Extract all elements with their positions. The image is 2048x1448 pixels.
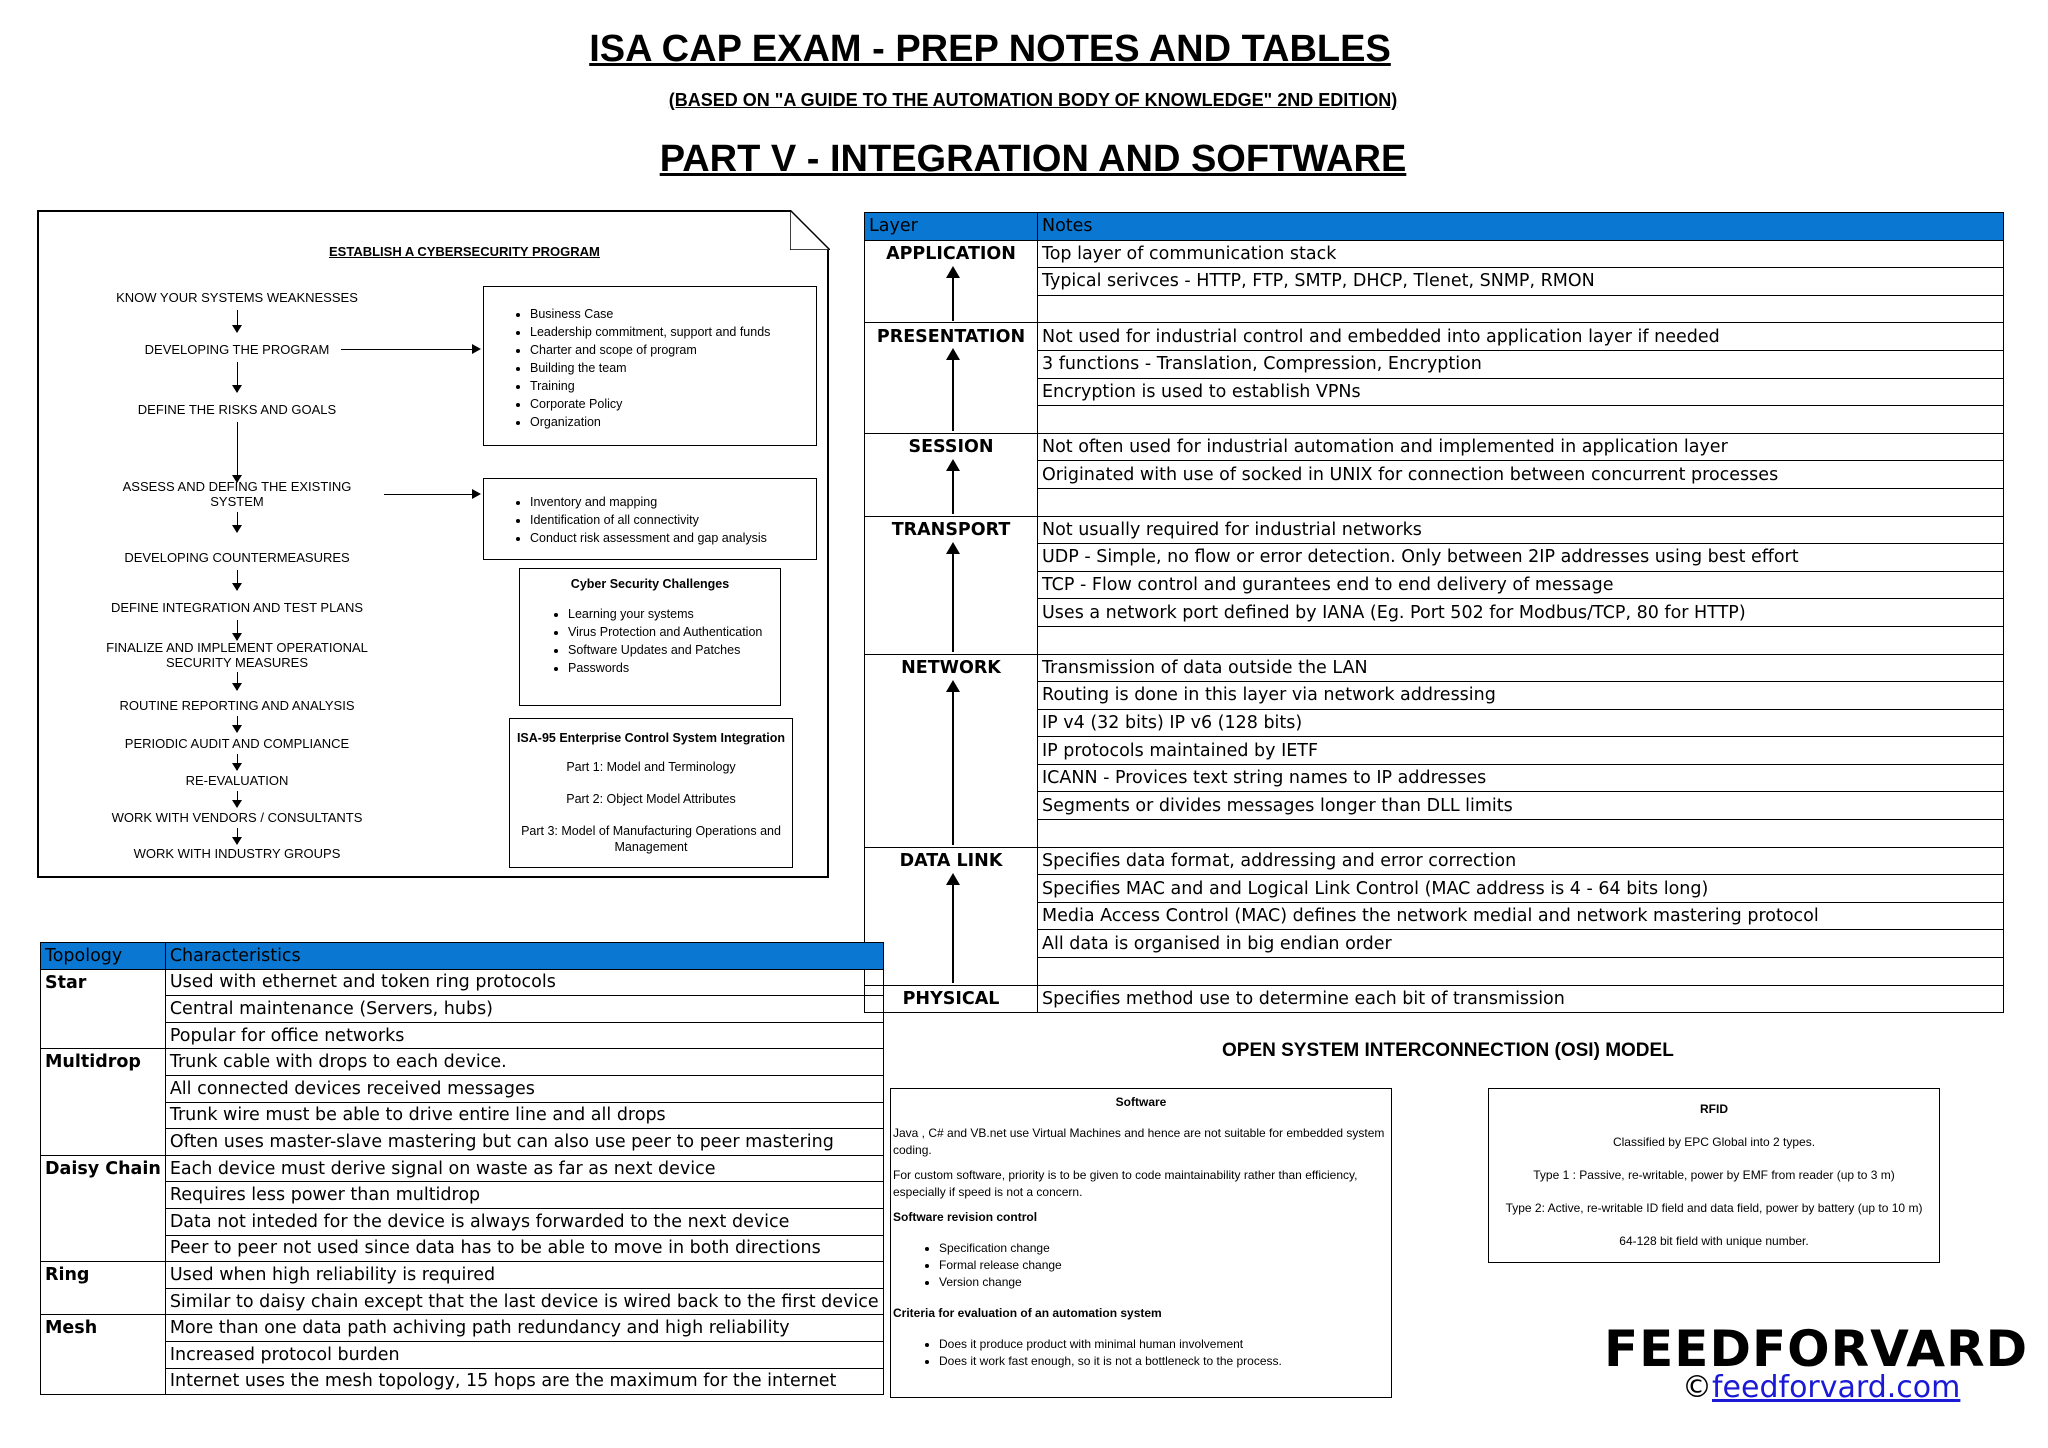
osi-note: IP v4 (32 bits) IP v6 (128 bits): [1038, 709, 2004, 737]
osi-row: [865, 737, 2004, 765]
osi-layer-cell: [865, 626, 1038, 654]
osi-row: [865, 847, 2004, 875]
osi-row: [865, 654, 2004, 682]
topology-row: [41, 1182, 884, 1209]
software-paragraph-2: For custom software, priority is to be given to code maintainability rather than efficiency, especially if speed is not a concern.: [893, 1168, 1358, 1199]
flow-arrow: [237, 828, 238, 844]
brand-link[interactable]: feedforvard.com: [1712, 1370, 1961, 1405]
osi-note: 3 functions - Translation, Compression, Encryption: [1038, 350, 2004, 378]
osi-layer-cell: [865, 764, 1038, 792]
osi-up-arrow: [952, 469, 954, 514]
osi-note: Specifies MAC and and Logical Link Control (MAC address is 4 - 64 bits long): [1038, 875, 2004, 903]
osi-layer-name: SESSION: [865, 433, 1038, 461]
flow-arrow-right: [384, 494, 479, 495]
osi-note: Typical serivces - HTTP, FTP, SMTP, DHCP, Tlenet, SNMP, RMON: [1038, 268, 2004, 296]
criteria-title: Criteria for evaluation of an automation system: [893, 1306, 1162, 1320]
osi-row: [865, 599, 2004, 627]
topology-characteristic: Requires less power than multidrop: [165, 1182, 883, 1209]
topology-name-cell: [41, 1368, 166, 1395]
step-1: KNOW YOUR SYSTEMS WEAKNESSES: [116, 290, 358, 305]
step-5: DEVELOPING COUNTERMEASURES: [124, 550, 350, 565]
flow-arrow: [237, 620, 238, 640]
osi-row: [865, 626, 2004, 654]
topology-header-row: [41, 943, 884, 970]
osi-note: ICANN - Provices text string names to IP addresses: [1038, 764, 2004, 792]
revision-item: • Specification change: [939, 1240, 1391, 1257]
osi-row: [865, 350, 2004, 378]
topology-characteristic: Used when high reliability is required: [165, 1262, 883, 1289]
osi-layer-name: APPLICATION: [865, 240, 1038, 268]
step-6: DEFINE INTEGRATION AND TEST PLANS: [110, 600, 364, 615]
program-item: • Training: [530, 377, 816, 395]
topology-name-cell: [41, 996, 166, 1023]
osi-note: TCP - Flow control and gurantees end to end delivery of message: [1038, 571, 2004, 599]
step-7: FINALIZE AND IMPLEMENT OPERATIONAL SECURITY MEASURES: [106, 640, 368, 670]
osi-note: [1038, 295, 2004, 323]
osi-row: [865, 985, 2004, 1013]
topology-characteristic: Often uses master-slave mastering but can also use peer to peer mastering: [165, 1129, 883, 1156]
topology-characteristic: Trunk wire must be able to drive entire line and all drops: [165, 1102, 883, 1129]
rfid-line-1: Classified by EPC Global into 2 types.: [1612, 1135, 1816, 1149]
osi-row: [865, 958, 2004, 986]
flow-arrow: [237, 716, 238, 732]
topology-name-cell: [41, 1102, 166, 1129]
flow-arrow-right: [341, 349, 479, 350]
isa95-part-3: Part 3: Model of Manufacturing Operations and Management: [521, 824, 781, 854]
osi-row: [865, 682, 2004, 710]
osi-row: [865, 433, 2004, 461]
flow-arrow: [237, 570, 238, 590]
osi-note: Top layer of communication stack: [1038, 240, 2004, 268]
topology-header-characteristics: Characteristics: [165, 943, 883, 970]
topology-row: [41, 1075, 884, 1102]
flow-arrow: [237, 791, 238, 807]
step-11: WORK WITH VENDORS / CONSULTANTS: [111, 810, 363, 825]
challenges-list: [520, 605, 780, 677]
osi-table: [864, 212, 2004, 1013]
osi-row: [865, 295, 2004, 323]
brand-url-line: [1682, 1370, 1960, 1405]
osi-row: [865, 406, 2004, 434]
program-item: • Leadership commitment, support and funds: [530, 323, 816, 341]
rfid-title: RFID: [1700, 1102, 1728, 1116]
osi-note: [1038, 406, 2004, 434]
topology-characteristic: Central maintenance (Servers, hubs): [165, 996, 883, 1023]
topology-characteristic: Internet uses the mesh topology, 15 hops are the maximum for the internet: [165, 1368, 883, 1395]
topology-name: Ring: [41, 1262, 166, 1289]
part-title: PART V - INTEGRATION AND SOFTWARE: [659, 138, 1407, 180]
software-box: [890, 1088, 1392, 1398]
topology-name-cell: [41, 1341, 166, 1368]
cybersecurity-title: ESTABLISH A CYBERSECURITY PROGRAM: [329, 244, 600, 259]
topology-name: Multidrop: [41, 1049, 166, 1076]
osi-layer-cell: [865, 930, 1038, 958]
step-2: DEVELOPING THE PROGRAM: [144, 342, 330, 357]
osi-note: Transmission of data outside the LAN: [1038, 654, 2004, 682]
osi-layer-cell: [865, 295, 1038, 323]
flow-arrow: [237, 422, 238, 482]
topology-row: [41, 1102, 884, 1129]
topology-name-cell: [41, 1288, 166, 1315]
rfid-line-2: Type 1 : Passive, re-writable, power by EMF from reader (up to 3 m): [1533, 1168, 1895, 1182]
osi-layer-cell: [865, 902, 1038, 930]
step-4: ASSESS AND DEFING THE EXISTING SYSTEM: [122, 479, 352, 509]
cybersecurity-program-panel: [37, 210, 829, 878]
osi-row: [865, 709, 2004, 737]
topology-row: [41, 1368, 884, 1395]
osi-layer-cell: [865, 958, 1038, 986]
osi-row: [865, 764, 2004, 792]
osi-note: Segments or divides messages longer than DLL limits: [1038, 792, 2004, 820]
challenge-item: • Learning your systems: [568, 605, 780, 623]
rfid-line-4: 64-128 bit field with unique number.: [1619, 1234, 1809, 1248]
osi-note: Not usually required for industrial networks: [1038, 516, 2004, 544]
revision-item: • Version change: [939, 1274, 1391, 1291]
osi-note: UDP - Simple, no flow or error detection. Only between 2IP addresses using best effort: [1038, 544, 2004, 572]
osi-row: [865, 461, 2004, 489]
osi-up-arrow: [952, 358, 954, 431]
flow-arrow: [237, 754, 238, 770]
osi-header-layer: Layer: [865, 213, 1038, 241]
rfid-line-3: Type 2: Active, re-writable ID field and data field, power by battery (up to 10 m): [1505, 1201, 1923, 1215]
program-item: • Charter and scope of program: [530, 341, 816, 359]
osi-layer-cell: [865, 709, 1038, 737]
topology-name: Mesh: [41, 1315, 166, 1342]
topology-name-cell: [41, 1235, 166, 1262]
step-3: DEFINE THE RISKS AND GOALS: [137, 402, 337, 417]
software-paragraph-1: Java , C# and VB.net use Virtual Machines and hence are not suitable for embedded system coding.: [893, 1126, 1385, 1157]
osi-row: [865, 820, 2004, 848]
program-details-box: [483, 286, 817, 446]
osi-row: [865, 488, 2004, 516]
osi-caption: OPEN SYSTEM INTERCONNECTION (OSI) MODEL: [1222, 1040, 1674, 1061]
topology-characteristic: Peer to peer not used since data has to be able to move in both directions: [165, 1235, 883, 1262]
step-9: PERIODIC AUDIT AND COMPLIANCE: [124, 736, 350, 751]
topology-characteristic: All connected devices received messages: [165, 1075, 883, 1102]
topology-characteristic: Similar to daisy chain except that the last device is wired back to the first device: [165, 1288, 883, 1315]
isa95-part-1: Part 1: Model and Terminology: [566, 760, 736, 774]
topology-characteristic: Used with ethernet and token ring protocols: [165, 969, 883, 996]
isa95-title: ISA-95 Enterprise Control System Integration: [516, 731, 786, 745]
topology-name: Star: [41, 969, 166, 996]
topology-row: [41, 969, 884, 996]
topology-header-topology: Topology: [41, 943, 166, 970]
revision-control-list: [891, 1240, 1391, 1291]
topology-row: [41, 1262, 884, 1289]
topology-characteristic: Trunk cable with drops to each device.: [165, 1049, 883, 1076]
topology-row: [41, 1315, 884, 1342]
osi-note: Originated with use of socked in UNIX for connection between concurrent processes: [1038, 461, 2004, 489]
osi-note: Specifies method use to determine each bit of transmission: [1038, 985, 2004, 1013]
flow-arrow: [237, 512, 238, 532]
topology-row: [41, 1129, 884, 1156]
topology-name-cell: [41, 1129, 166, 1156]
osi-up-arrow: [952, 276, 954, 321]
osi-note: Routing is done in this layer via network addressing: [1038, 682, 2004, 710]
assess-item: • Inventory and mapping: [530, 493, 816, 511]
osi-note: [1038, 820, 2004, 848]
criteria-item: • Does it produce product with minimal human involvement: [939, 1336, 1391, 1353]
topology-row: [41, 1155, 884, 1182]
osi-note: All data is organised in big endian order: [1038, 930, 2004, 958]
osi-row: [865, 571, 2004, 599]
osi-row: [865, 516, 2004, 544]
osi-row: [865, 930, 2004, 958]
osi-note: Not often used for industrial automation and implemented in application layer: [1038, 433, 2004, 461]
topology-name-cell: [41, 1208, 166, 1235]
software-title: Software: [1115, 1095, 1167, 1109]
topology-characteristic: Popular for office networks: [165, 1022, 883, 1049]
criteria-list: [891, 1336, 1391, 1370]
page-fold-icon: [790, 210, 830, 250]
osi-note: Uses a network port defined by IANA (Eg. Port 502 for Modbus/TCP, 80 for HTTP): [1038, 599, 2004, 627]
topology-row: [41, 1022, 884, 1049]
osi-note: Not used for industrial control and embedded into application layer if needed: [1038, 323, 2004, 351]
osi-up-arrow: [952, 883, 954, 983]
topology-row: [41, 996, 884, 1023]
step-12: WORK WITH INDUSTRY GROUPS: [133, 846, 341, 861]
assess-item: • Identification of all connectivity: [530, 511, 816, 529]
osi-row: [865, 268, 2004, 296]
cyber-challenges-box: [519, 568, 781, 706]
topology-characteristic: Increased protocol burden: [165, 1341, 883, 1368]
program-item: • Building the team: [530, 359, 816, 377]
osi-row: [865, 323, 2004, 351]
osi-row: [865, 792, 2004, 820]
osi-header-row: [865, 213, 2004, 241]
topology-row: [41, 1341, 884, 1368]
osi-row: [865, 240, 2004, 268]
topology-table: [40, 942, 884, 1395]
osi-layer-cell: [865, 737, 1038, 765]
osi-note: [1038, 958, 2004, 986]
osi-up-arrow: [952, 690, 954, 846]
challenge-item: • Software Updates and Patches: [568, 641, 780, 659]
osi-layer-cell: [865, 378, 1038, 406]
osi-row: [865, 875, 2004, 903]
osi-layer-name: TRANSPORT: [865, 516, 1038, 544]
osi-layer-cell: [865, 571, 1038, 599]
osi-row: [865, 378, 2004, 406]
topology-name: Daisy Chain: [41, 1155, 166, 1182]
challenge-item: • Virus Protection and Authentication: [568, 623, 780, 641]
osi-note: Media Access Control (MAC) defines the network medial and network mastering protocol: [1038, 902, 2004, 930]
brand-logo: FEEDFORVARD: [1604, 1320, 2029, 1378]
flow-arrow: [237, 310, 238, 332]
revision-control-title: Software revision control: [893, 1210, 1038, 1224]
flow-arrow: [237, 672, 238, 690]
page-title: ISA CAP EXAM - PREP NOTES AND TABLES: [589, 28, 1391, 70]
osi-row: [865, 902, 2004, 930]
step-8: ROUTINE REPORTING AND ANALYSIS: [119, 698, 355, 713]
osi-note: IP protocols maintained by IETF: [1038, 737, 2004, 765]
criteria-item: • Does it work fast enough, so it is not a bottleneck to the process.: [939, 1353, 1391, 1370]
osi-up-arrow: [952, 552, 954, 652]
page-subtitle: (BASED ON "A GUIDE TO THE AUTOMATION BODY OF KNOWLEDGE" 2ND EDITION): [668, 90, 1398, 110]
copyright-icon: ©: [1682, 1370, 1712, 1405]
program-item: • Business Case: [530, 305, 816, 323]
step-10: RE-EVALUATION: [185, 773, 289, 788]
topology-name-cell: [41, 1022, 166, 1049]
osi-layer-name: PHYSICAL: [865, 985, 1038, 1013]
osi-note: Encryption is used to establish VPNs: [1038, 378, 2004, 406]
program-items-list: [484, 305, 816, 431]
flow-arrow: [237, 362, 238, 392]
osi-layer-name: NETWORK: [865, 654, 1038, 682]
osi-note: [1038, 488, 2004, 516]
topology-characteristic: Each device must derive signal on waste as far as next device: [165, 1155, 883, 1182]
osi-layer-name: PRESENTATION: [865, 323, 1038, 351]
assess-item: • Conduct risk assessment and gap analysis: [530, 529, 816, 547]
assess-details-box: [483, 478, 817, 560]
program-item: • Organization: [530, 413, 816, 431]
osi-note: Specifies data format, addressing and error correction: [1038, 847, 2004, 875]
topology-characteristic: More than one data path achiving path redundancy and high reliability: [165, 1315, 883, 1342]
revision-item: • Formal release change: [939, 1257, 1391, 1274]
topology-name-cell: [41, 1075, 166, 1102]
osi-layer-cell: [865, 792, 1038, 820]
program-item: • Corporate Policy: [530, 395, 816, 413]
isa95-box: [509, 718, 793, 868]
topology-row: [41, 1049, 884, 1076]
osi-layer-name: DATA LINK: [865, 847, 1038, 875]
topology-name-cell: [41, 1182, 166, 1209]
topology-row: [41, 1208, 884, 1235]
osi-layer-cell: [865, 406, 1038, 434]
assess-items-list: [484, 493, 816, 547]
osi-header-notes: Notes: [1038, 213, 2004, 241]
osi-layer-cell: [865, 820, 1038, 848]
cyber-challenges-title: Cyber Security Challenges: [570, 577, 730, 591]
topology-row: [41, 1235, 884, 1262]
osi-layer-cell: [865, 488, 1038, 516]
osi-note: [1038, 626, 2004, 654]
osi-row: [865, 544, 2004, 572]
challenge-item: • Passwords: [568, 659, 780, 677]
osi-layer-cell: [865, 599, 1038, 627]
rfid-box: [1488, 1088, 1940, 1263]
isa95-part-2: Part 2: Object Model Attributes: [566, 792, 736, 806]
topology-characteristic: Data not inteded for the device is always forwarded to the next device: [165, 1208, 883, 1235]
topology-row: [41, 1288, 884, 1315]
